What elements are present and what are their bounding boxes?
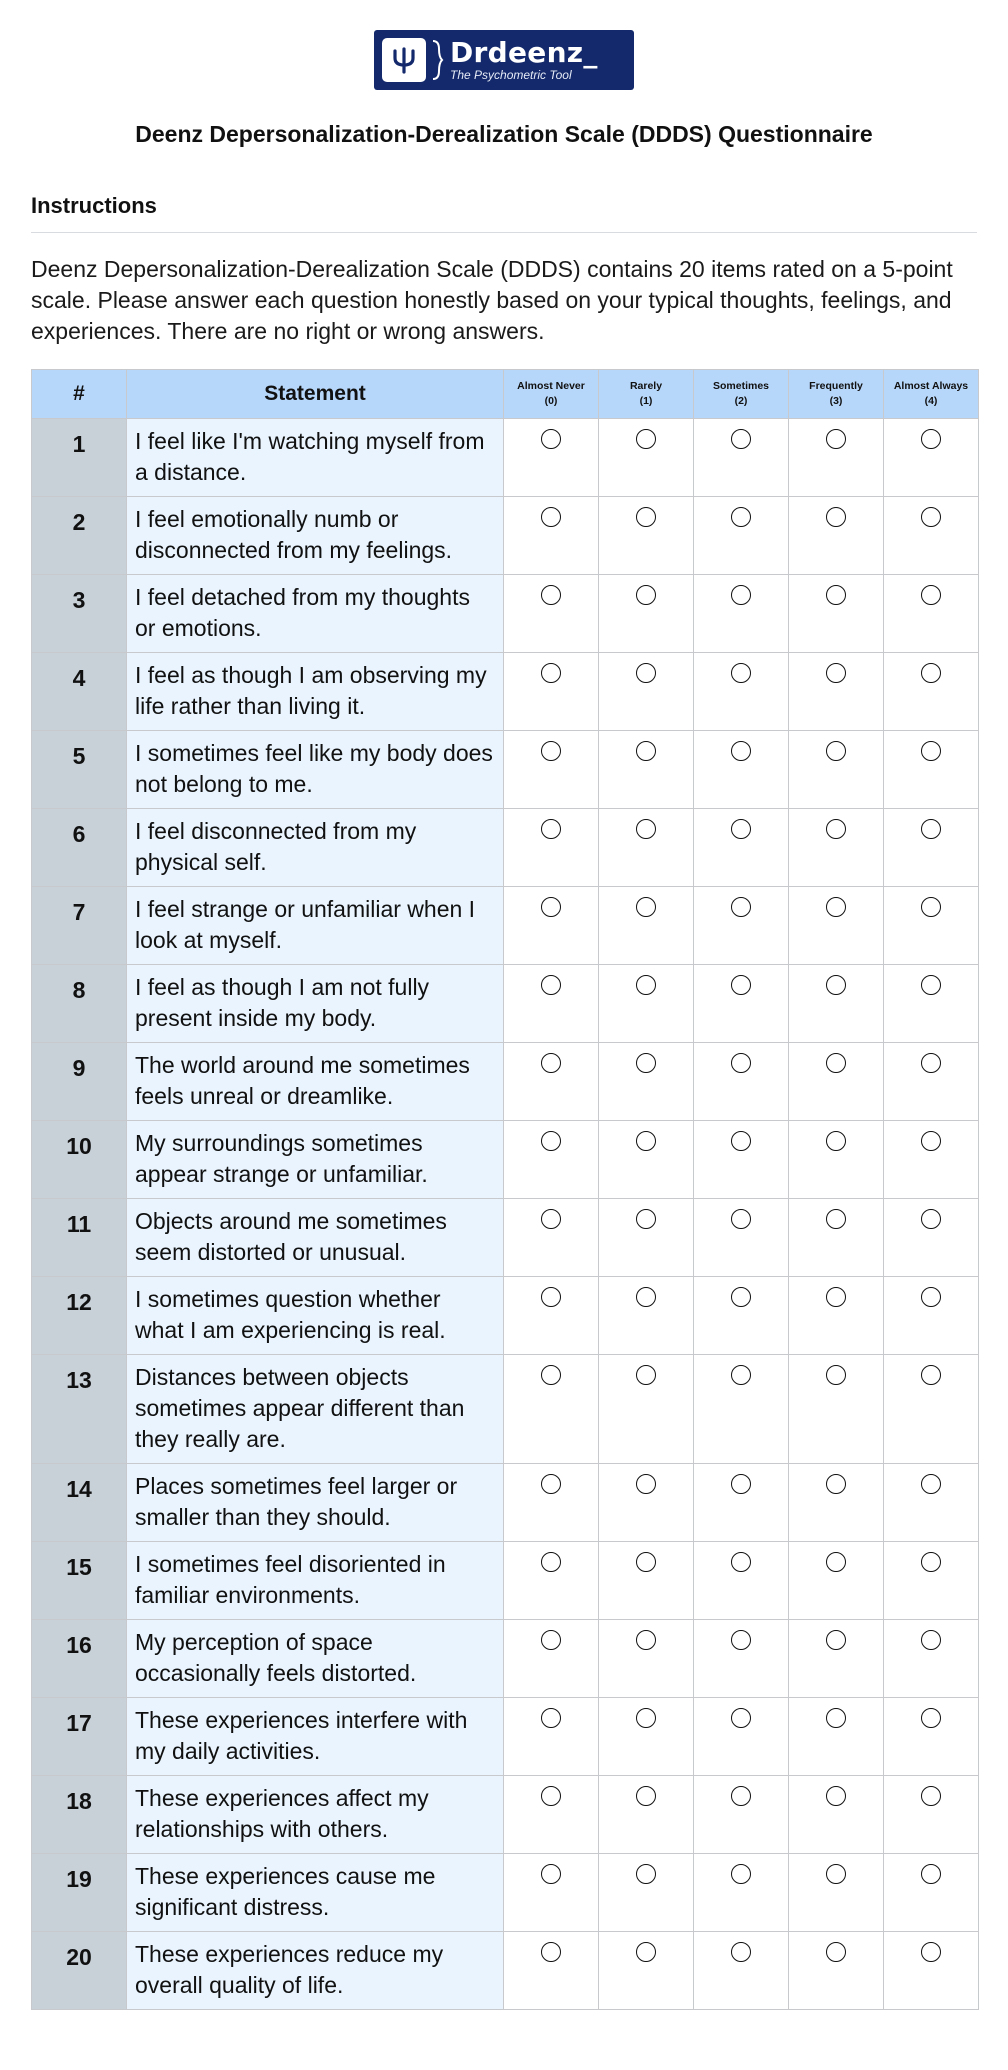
column-header-option bbox=[789, 370, 884, 419]
radio-button[interactable] bbox=[636, 1708, 656, 1728]
item-number: 2 bbox=[32, 497, 127, 575]
option-cell bbox=[504, 1199, 599, 1277]
option-cell bbox=[504, 1043, 599, 1121]
option-cell bbox=[694, 809, 789, 887]
option-cell bbox=[789, 1121, 884, 1199]
option-cell bbox=[789, 1776, 884, 1854]
radio-button[interactable] bbox=[636, 1365, 656, 1385]
radio-button[interactable] bbox=[541, 1708, 561, 1728]
item-statement: My perception of space occasionally feels distorted. bbox=[127, 1620, 504, 1698]
radio-button[interactable] bbox=[921, 975, 941, 995]
radio-button[interactable] bbox=[826, 1209, 846, 1229]
radio-button[interactable] bbox=[636, 1131, 656, 1151]
radio-button[interactable] bbox=[826, 507, 846, 527]
option-cell bbox=[599, 1121, 694, 1199]
option-cell bbox=[694, 1620, 789, 1698]
item-statement: I sometimes feel disoriented in familiar environments. bbox=[127, 1542, 504, 1620]
option-cell bbox=[599, 731, 694, 809]
option-cell bbox=[884, 887, 979, 965]
option-cell bbox=[504, 965, 599, 1043]
radio-button[interactable] bbox=[636, 1786, 656, 1806]
radio-button[interactable] bbox=[731, 1474, 751, 1494]
option-cell bbox=[884, 1620, 979, 1698]
item-statement: My surroundings sometimes appear strange or unfamiliar. bbox=[127, 1121, 504, 1199]
option-cell bbox=[599, 1464, 694, 1542]
radio-button[interactable] bbox=[731, 1630, 751, 1650]
radio-button[interactable] bbox=[541, 819, 561, 839]
radio-button[interactable] bbox=[636, 1053, 656, 1073]
radio-button[interactable] bbox=[731, 1942, 751, 1962]
column-header-option bbox=[599, 370, 694, 419]
table-row bbox=[32, 1199, 979, 1277]
option-cell bbox=[694, 1932, 789, 2010]
option-cell bbox=[504, 731, 599, 809]
radio-button[interactable] bbox=[826, 819, 846, 839]
radio-button[interactable] bbox=[921, 1942, 941, 1962]
brand-logo bbox=[374, 30, 634, 90]
radio-button[interactable] bbox=[826, 1053, 846, 1073]
option-cell bbox=[884, 1277, 979, 1355]
radio-button[interactable] bbox=[636, 1552, 656, 1572]
item-statement: Objects around me sometimes seem distorted or unusual. bbox=[127, 1199, 504, 1277]
option-cell bbox=[599, 497, 694, 575]
psi-logo-icon bbox=[382, 38, 426, 82]
radio-button[interactable] bbox=[826, 429, 846, 449]
option-cell bbox=[789, 731, 884, 809]
radio-button[interactable] bbox=[921, 897, 941, 917]
radio-button[interactable] bbox=[731, 1287, 751, 1307]
table-row bbox=[32, 1355, 979, 1464]
radio-button[interactable] bbox=[636, 819, 656, 839]
radio-button[interactable] bbox=[541, 1864, 561, 1884]
option-cell bbox=[599, 1620, 694, 1698]
option-cell bbox=[884, 1464, 979, 1542]
logo-tagline: The Psychometric Tool bbox=[450, 68, 572, 82]
table-row bbox=[32, 1542, 979, 1620]
radio-button[interactable] bbox=[921, 1552, 941, 1572]
option-cell bbox=[504, 809, 599, 887]
table-row bbox=[32, 1854, 979, 1932]
option-cell bbox=[694, 1776, 789, 1854]
column-header-statement: Statement bbox=[127, 370, 504, 419]
radio-button[interactable] bbox=[636, 741, 656, 761]
radio-button[interactable] bbox=[826, 1864, 846, 1884]
instructions-heading: Instructions bbox=[31, 193, 977, 233]
radio-button[interactable] bbox=[541, 897, 561, 917]
item-number: 13 bbox=[32, 1355, 127, 1464]
radio-button[interactable] bbox=[541, 1209, 561, 1229]
radio-button[interactable] bbox=[636, 1287, 656, 1307]
radio-button[interactable] bbox=[541, 1786, 561, 1806]
option-cell bbox=[884, 653, 979, 731]
option-cell bbox=[694, 1121, 789, 1199]
table-row bbox=[32, 419, 979, 497]
option-cell bbox=[789, 1464, 884, 1542]
radio-button[interactable] bbox=[826, 663, 846, 683]
item-statement: I feel strange or unfamiliar when I look at myself. bbox=[127, 887, 504, 965]
item-number: 12 bbox=[32, 1277, 127, 1355]
radio-button[interactable] bbox=[921, 1786, 941, 1806]
radio-button[interactable] bbox=[541, 429, 561, 449]
table-row bbox=[32, 1121, 979, 1199]
option-cell bbox=[789, 1355, 884, 1464]
radio-button[interactable] bbox=[636, 975, 656, 995]
option-cell bbox=[599, 1199, 694, 1277]
radio-button[interactable] bbox=[636, 897, 656, 917]
option-cell bbox=[599, 1698, 694, 1776]
item-statement: The world around me sometimes feels unreal or dreamlike. bbox=[127, 1043, 504, 1121]
option-score: (3) bbox=[829, 395, 843, 407]
radio-button[interactable] bbox=[921, 1708, 941, 1728]
item-number: 17 bbox=[32, 1698, 127, 1776]
radio-button[interactable] bbox=[636, 663, 656, 683]
radio-button[interactable] bbox=[731, 975, 751, 995]
radio-button[interactable] bbox=[731, 1552, 751, 1572]
item-statement: I feel as though I am not fully present inside my body. bbox=[127, 965, 504, 1043]
radio-button[interactable] bbox=[731, 1864, 751, 1884]
option-cell bbox=[694, 1698, 789, 1776]
radio-button[interactable] bbox=[826, 585, 846, 605]
option-cell bbox=[599, 965, 694, 1043]
radio-button[interactable] bbox=[921, 1864, 941, 1884]
radio-button[interactable] bbox=[731, 897, 751, 917]
option-cell bbox=[504, 1698, 599, 1776]
questionnaire-table bbox=[31, 369, 979, 2010]
radio-button[interactable] bbox=[921, 507, 941, 527]
option-cell bbox=[599, 575, 694, 653]
option-cell bbox=[694, 575, 789, 653]
radio-button[interactable] bbox=[826, 1552, 846, 1572]
column-header-number: # bbox=[32, 370, 127, 419]
option-cell bbox=[884, 1199, 979, 1277]
item-statement: I feel like I'm watching myself from a distance. bbox=[127, 419, 504, 497]
option-cell bbox=[789, 1620, 884, 1698]
item-number: 6 bbox=[32, 809, 127, 887]
item-number: 14 bbox=[32, 1464, 127, 1542]
instructions-text: Deenz Depersonalization-Derealization Scale (DDDS) contains 20 items rated on a 5-point scale. Please answer each question honestly based on your typical thoughts, feelings, and experiences. There are no right or wrong answers. bbox=[31, 256, 953, 344]
option-cell bbox=[789, 419, 884, 497]
radio-button[interactable] bbox=[731, 1209, 751, 1229]
table-row bbox=[32, 653, 979, 731]
radio-button[interactable] bbox=[731, 663, 751, 683]
option-cell bbox=[884, 575, 979, 653]
option-label: Sometimes bbox=[712, 380, 770, 392]
option-cell bbox=[694, 1043, 789, 1121]
item-number: 10 bbox=[32, 1121, 127, 1199]
option-cell bbox=[504, 1932, 599, 2010]
item-number: 5 bbox=[32, 731, 127, 809]
option-cell bbox=[789, 575, 884, 653]
option-cell bbox=[599, 1776, 694, 1854]
brace-icon bbox=[430, 38, 444, 82]
table-header-row bbox=[32, 370, 979, 419]
option-score: (0) bbox=[544, 395, 558, 407]
table-row bbox=[32, 1776, 979, 1854]
option-cell bbox=[599, 809, 694, 887]
option-cell bbox=[789, 1854, 884, 1932]
radio-button[interactable] bbox=[921, 1209, 941, 1229]
table-row bbox=[32, 731, 979, 809]
radio-button[interactable] bbox=[541, 1942, 561, 1962]
option-cell bbox=[504, 1277, 599, 1355]
radio-button[interactable] bbox=[731, 819, 751, 839]
option-cell bbox=[504, 653, 599, 731]
radio-button[interactable] bbox=[921, 1053, 941, 1073]
radio-button[interactable] bbox=[636, 1864, 656, 1884]
option-cell bbox=[789, 887, 884, 965]
option-cell bbox=[599, 1542, 694, 1620]
option-cell bbox=[504, 1776, 599, 1854]
radio-button[interactable] bbox=[541, 1552, 561, 1572]
radio-button[interactable] bbox=[921, 585, 941, 605]
item-number: 16 bbox=[32, 1620, 127, 1698]
option-cell bbox=[789, 965, 884, 1043]
option-score: (4) bbox=[924, 395, 938, 407]
radio-button[interactable] bbox=[541, 1365, 561, 1385]
option-cell bbox=[884, 497, 979, 575]
radio-button[interactable] bbox=[826, 1942, 846, 1962]
radio-button[interactable] bbox=[541, 1053, 561, 1073]
option-cell bbox=[599, 887, 694, 965]
radio-button[interactable] bbox=[636, 585, 656, 605]
column-header-option bbox=[694, 370, 789, 419]
item-statement: These experiences reduce my overall quality of life. bbox=[127, 1932, 504, 2010]
option-cell bbox=[694, 497, 789, 575]
radio-button[interactable] bbox=[921, 819, 941, 839]
radio-button[interactable] bbox=[826, 1287, 846, 1307]
option-cell bbox=[504, 887, 599, 965]
logo-text bbox=[450, 38, 598, 82]
item-number: 3 bbox=[32, 575, 127, 653]
option-cell bbox=[694, 1277, 789, 1355]
option-label: Almost Never bbox=[517, 380, 585, 392]
item-number: 11 bbox=[32, 1199, 127, 1277]
item-number: 8 bbox=[32, 965, 127, 1043]
column-header-option bbox=[504, 370, 599, 419]
radio-button[interactable] bbox=[921, 429, 941, 449]
item-statement: I sometimes question whether what I am experiencing is real. bbox=[127, 1277, 504, 1355]
option-cell bbox=[694, 1199, 789, 1277]
table-row bbox=[32, 1043, 979, 1121]
option-cell bbox=[884, 1854, 979, 1932]
radio-button[interactable] bbox=[731, 585, 751, 605]
radio-button[interactable] bbox=[731, 429, 751, 449]
option-cell bbox=[599, 419, 694, 497]
option-cell bbox=[694, 731, 789, 809]
option-cell bbox=[884, 1121, 979, 1199]
option-cell bbox=[504, 1854, 599, 1932]
item-statement: Distances between objects sometimes appear different than they really are. bbox=[127, 1355, 504, 1464]
option-cell bbox=[694, 887, 789, 965]
table-row bbox=[32, 1277, 979, 1355]
radio-button[interactable] bbox=[541, 585, 561, 605]
option-cell bbox=[599, 653, 694, 731]
logo-container bbox=[31, 0, 977, 90]
option-cell bbox=[789, 497, 884, 575]
table-row bbox=[32, 965, 979, 1043]
radio-button[interactable] bbox=[731, 1365, 751, 1385]
option-cell bbox=[789, 1043, 884, 1121]
radio-button[interactable] bbox=[826, 1630, 846, 1650]
option-cell bbox=[694, 1464, 789, 1542]
table-row bbox=[32, 887, 979, 965]
option-cell bbox=[504, 1355, 599, 1464]
option-cell bbox=[694, 965, 789, 1043]
option-cell bbox=[789, 1542, 884, 1620]
item-number: 19 bbox=[32, 1854, 127, 1932]
option-cell bbox=[599, 1043, 694, 1121]
item-statement: These experiences interfere with my daily activities. bbox=[127, 1698, 504, 1776]
option-cell bbox=[884, 1776, 979, 1854]
radio-button[interactable] bbox=[921, 1474, 941, 1494]
radio-button[interactable] bbox=[826, 1786, 846, 1806]
table-row bbox=[32, 1620, 979, 1698]
radio-button[interactable] bbox=[826, 1474, 846, 1494]
radio-button[interactable] bbox=[921, 663, 941, 683]
option-cell bbox=[884, 1043, 979, 1121]
option-cell bbox=[599, 1932, 694, 2010]
radio-button[interactable] bbox=[636, 1474, 656, 1494]
option-cell bbox=[599, 1854, 694, 1932]
option-label: Rarely bbox=[629, 380, 663, 392]
table-row bbox=[32, 1932, 979, 2010]
item-number: 1 bbox=[32, 419, 127, 497]
radio-button[interactable] bbox=[541, 1287, 561, 1307]
item-statement: I feel detached from my thoughts or emotions. bbox=[127, 575, 504, 653]
radio-button[interactable] bbox=[826, 897, 846, 917]
radio-button[interactable] bbox=[636, 1630, 656, 1650]
option-cell bbox=[694, 1542, 789, 1620]
option-cell bbox=[504, 1464, 599, 1542]
item-statement: These experiences cause me significant distress. bbox=[127, 1854, 504, 1932]
radio-button[interactable] bbox=[921, 1287, 941, 1307]
radio-button[interactable] bbox=[731, 1131, 751, 1151]
option-label: Almost Always bbox=[893, 380, 969, 392]
item-number: 4 bbox=[32, 653, 127, 731]
option-cell bbox=[504, 497, 599, 575]
option-cell bbox=[599, 1355, 694, 1464]
item-statement: I feel as though I am observing my life rather than living it. bbox=[127, 653, 504, 731]
table-row bbox=[32, 809, 979, 887]
option-cell bbox=[504, 1620, 599, 1698]
option-cell bbox=[504, 575, 599, 653]
item-number: 20 bbox=[32, 1932, 127, 2010]
option-cell bbox=[504, 419, 599, 497]
option-cell bbox=[884, 1698, 979, 1776]
item-statement: I feel emotionally numb or disconnected from my feelings. bbox=[127, 497, 504, 575]
item-statement: These experiences affect my relationships with others. bbox=[127, 1776, 504, 1854]
option-cell bbox=[694, 653, 789, 731]
radio-button[interactable] bbox=[541, 1630, 561, 1650]
option-cell bbox=[884, 1542, 979, 1620]
radio-button[interactable] bbox=[826, 741, 846, 761]
radio-button[interactable] bbox=[541, 975, 561, 995]
column-header-option bbox=[884, 370, 979, 419]
radio-button[interactable] bbox=[541, 1131, 561, 1151]
table-row bbox=[32, 1464, 979, 1542]
option-score: (2) bbox=[734, 395, 748, 407]
table-row bbox=[32, 497, 979, 575]
radio-button[interactable] bbox=[921, 741, 941, 761]
option-cell bbox=[789, 809, 884, 887]
radio-button[interactable] bbox=[541, 507, 561, 527]
option-cell bbox=[884, 965, 979, 1043]
option-cell bbox=[694, 419, 789, 497]
radio-button[interactable] bbox=[731, 741, 751, 761]
radio-button[interactable] bbox=[921, 1630, 941, 1650]
option-cell bbox=[504, 1542, 599, 1620]
radio-button[interactable] bbox=[826, 1365, 846, 1385]
option-cell bbox=[789, 1698, 884, 1776]
option-cell bbox=[884, 1932, 979, 2010]
item-number: 7 bbox=[32, 887, 127, 965]
radio-button[interactable] bbox=[636, 1942, 656, 1962]
radio-button[interactable] bbox=[541, 663, 561, 683]
item-number: 18 bbox=[32, 1776, 127, 1854]
radio-button[interactable] bbox=[636, 507, 656, 527]
option-cell bbox=[789, 1277, 884, 1355]
radio-button[interactable] bbox=[731, 507, 751, 527]
option-score: (1) bbox=[639, 395, 653, 407]
item-statement: Places sometimes feel larger or smaller than they should. bbox=[127, 1464, 504, 1542]
option-cell bbox=[694, 1355, 789, 1464]
option-cell bbox=[789, 1199, 884, 1277]
page-title: Deenz Depersonalization-Derealization Scale (DDDS) Questionnaire bbox=[135, 121, 873, 147]
option-cell bbox=[884, 419, 979, 497]
radio-button[interactable] bbox=[921, 1131, 941, 1151]
radio-button[interactable] bbox=[731, 1708, 751, 1728]
table-row bbox=[32, 1698, 979, 1776]
option-label: Frequently bbox=[809, 380, 863, 392]
option-cell bbox=[884, 731, 979, 809]
option-cell bbox=[599, 1277, 694, 1355]
radio-button[interactable] bbox=[636, 429, 656, 449]
option-cell bbox=[789, 653, 884, 731]
option-cell bbox=[884, 809, 979, 887]
item-statement: I feel disconnected from my physical self. bbox=[127, 809, 504, 887]
radio-button[interactable] bbox=[921, 1365, 941, 1385]
table-row bbox=[32, 575, 979, 653]
radio-button[interactable] bbox=[636, 1209, 656, 1229]
option-cell bbox=[504, 1121, 599, 1199]
radio-button[interactable] bbox=[541, 741, 561, 761]
radio-button[interactable] bbox=[731, 1053, 751, 1073]
option-cell bbox=[884, 1355, 979, 1464]
option-cell bbox=[789, 1932, 884, 2010]
radio-button[interactable] bbox=[826, 1131, 846, 1151]
item-number: 9 bbox=[32, 1043, 127, 1121]
table-body bbox=[32, 419, 979, 2010]
option-cell bbox=[694, 1854, 789, 1932]
logo-name: Drdeenz_ bbox=[450, 36, 598, 69]
item-statement: I sometimes feel like my body does not belong to me. bbox=[127, 731, 504, 809]
radio-button[interactable] bbox=[541, 1474, 561, 1494]
item-number: 15 bbox=[32, 1542, 127, 1620]
radio-button[interactable] bbox=[731, 1786, 751, 1806]
radio-button[interactable] bbox=[826, 1708, 846, 1728]
radio-button[interactable] bbox=[826, 975, 846, 995]
